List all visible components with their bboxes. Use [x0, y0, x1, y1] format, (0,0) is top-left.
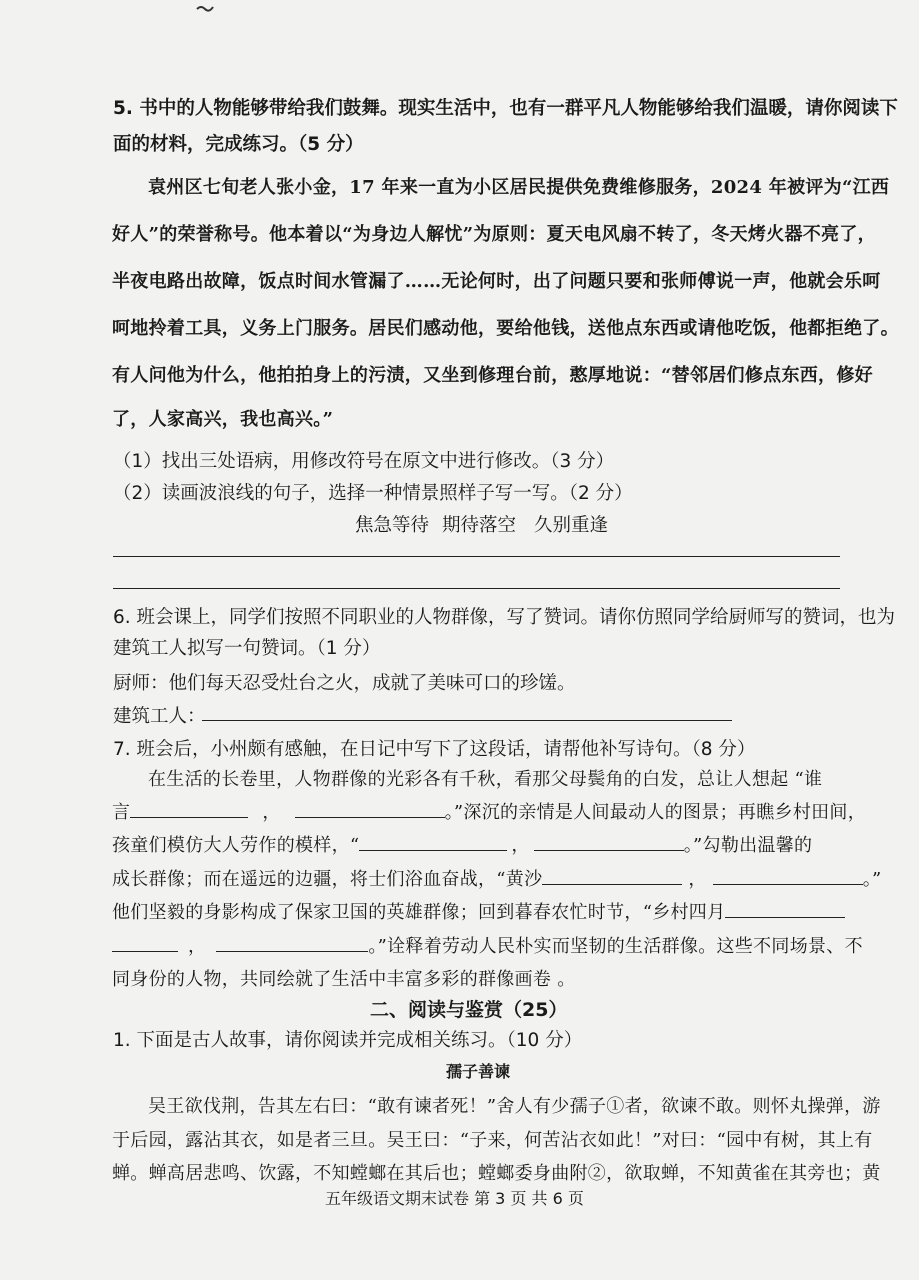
q6-chef-example: 厨师：他们每天忍受灶台之火，成就了美味可口的珍馐。 [113, 673, 576, 694]
section2-q1-prompt: 1. 下面是古人故事，请你阅读并完成相关练习。（10 分） [113, 1030, 583, 1051]
q7-blank-4[interactable] [534, 832, 684, 851]
q5-answer-line-2[interactable] [113, 588, 840, 589]
q7-text: 。”勾勒出温馨的 [683, 835, 813, 856]
q5-option-3: 久别重逢 [534, 515, 609, 536]
q7-para-line4 [112, 865, 882, 891]
q5-passage-line2: 好人”的荣誉称号。他本着以“为身边人解忧”为原则：夏天电风扇不转了，冬天烤火器不亮了， [112, 224, 876, 245]
q7-text: 言 [112, 802, 131, 823]
page-footer: 五年级语文期末试卷 第 3 页 共 6 页 [325, 1189, 584, 1208]
q7-text: 孩童们模仿大人劳作的模样，“ [112, 835, 360, 856]
q7-blank-2[interactable] [295, 799, 445, 818]
q7-para-line6 [112, 932, 863, 958]
q5-prompt-line2: 面的材料，完成练习。（5 分） [113, 134, 364, 155]
q5-passage-line3: 半夜电路出故障，饭点时间水管漏了……无论何时，出了问题只要和张师傅说一声，他就会乐呵 [112, 271, 881, 292]
q7-blank-1[interactable] [130, 799, 248, 818]
q5-passage-line1: 袁州区七旬老人张小金，17 年来一直为小区居民提供免费维修服务，2024 年被评为“江西 [148, 177, 890, 198]
q6-worker-answer-line[interactable] [202, 720, 732, 721]
q7-para-line5 [112, 898, 845, 924]
q7-text: 成长群像；而在遥远的边疆，将士们浴血奋战，“黄沙 [112, 869, 543, 890]
section2-heading: 二、阅读与鉴赏（25） [370, 999, 568, 1021]
q5-passage-line5: 有人问他为什么，他拍拍身上的污渍，又坐到修理台前，憨厚地说：“替邻居们修点东西，修好 [112, 365, 873, 386]
q7-text: ， [688, 869, 707, 890]
q7-text: ， [262, 802, 281, 823]
story-line3: 蝉。蝉高居悲鸣、饮露，不知螳螂在其后也；螳螂委身曲附②，欲取蝉，不知黄雀在其旁也；黄 [112, 1163, 881, 1184]
q6-prompt-line2: 建筑工人拟写一句赞词。（1 分） [113, 638, 381, 659]
q5-passage-line6: 了，人家高兴，我也高兴。” [112, 409, 334, 430]
q5-answer-line-1[interactable] [113, 556, 840, 557]
q7-blank-5[interactable] [542, 866, 682, 885]
q7-para-line2 [112, 798, 866, 824]
q7-text: ， [188, 936, 207, 957]
q5-sub2: （2）读画波浪线的句子，选择一种情景照样子写一写。（2 分） [113, 483, 633, 504]
q7-text: 。” [862, 869, 882, 890]
story-line2: 于后园，露沾其衣，如是者三旦。吴王曰：“子来，何苦沾衣如此！”对曰：“园中有树，其上有 [112, 1130, 873, 1151]
q7-prompt: 7. 班会后，小州颇有感触，在日记中写下了这段话，请帮他补写诗句。（8 分） [113, 739, 756, 760]
q7-text: 。”深沉的亲情是人间最动人的图景；再瞧乡村田间， [444, 802, 867, 823]
q5-prompt-line1: 5. 书中的人物能够带给我们鼓舞。现实生活中，也有一群平凡人物能够给我们温暖，请你阅读下 [113, 98, 898, 119]
q7-blank-7[interactable] [725, 899, 845, 918]
q5-option-2: 期待落空 [442, 515, 517, 536]
story-line1: 吴王欲伐荆，告其左右曰：“敢有谏者死！”舍人有少孺子①者，欲谏不敢。则怀丸操弹，游 [148, 1096, 881, 1117]
q7-para-line7: 同身份的人物，共同绘就了生活中丰富多彩的群像画卷 。 [112, 969, 576, 990]
q6-prompt-line1: 6. 班会课上，同学们按照不同职业的人物群像，写了赞词。请你仿照同学给厨师写的赞词，也为 [113, 607, 896, 628]
q5-sub1: （1）找出三处语病，用修改符号在原文中进行修改。（3 分） [113, 451, 615, 472]
q7-text: 。”诠释着劳动人民朴实而坚韧的生活群像。这些不同场景、不 [368, 936, 863, 957]
q7-blank-6[interactable] [713, 866, 863, 885]
q7-blank-7-cont[interactable] [112, 933, 178, 952]
q7-text: ， [511, 835, 530, 856]
q7-text: 他们坚毅的身影构成了保家卫国的英雄群像；回到暮春农忙时节，“乡村四月 [112, 902, 726, 923]
q7-blank-3[interactable] [359, 832, 507, 851]
q7-para-line3 [112, 831, 812, 857]
q6-worker-label: 建筑工人： [113, 706, 206, 727]
q7-para-line1: 在生活的长卷里，人物群像的光彩各有千秋，看那父母鬓角的白发，总让人想起 “谁 [148, 769, 823, 790]
story-title: 孺子善谏 [446, 1062, 511, 1081]
q7-blank-8[interactable] [216, 933, 368, 952]
q5-option-1: 焦急等待 [355, 515, 430, 536]
scan-mark-icon [196, 4, 214, 12]
q5-passage-line4: 呵地拎着工具，义务上门服务。居民们感动他，要给他钱，送他点东西或请他吃饭，他都拒绝了。 [112, 318, 899, 339]
